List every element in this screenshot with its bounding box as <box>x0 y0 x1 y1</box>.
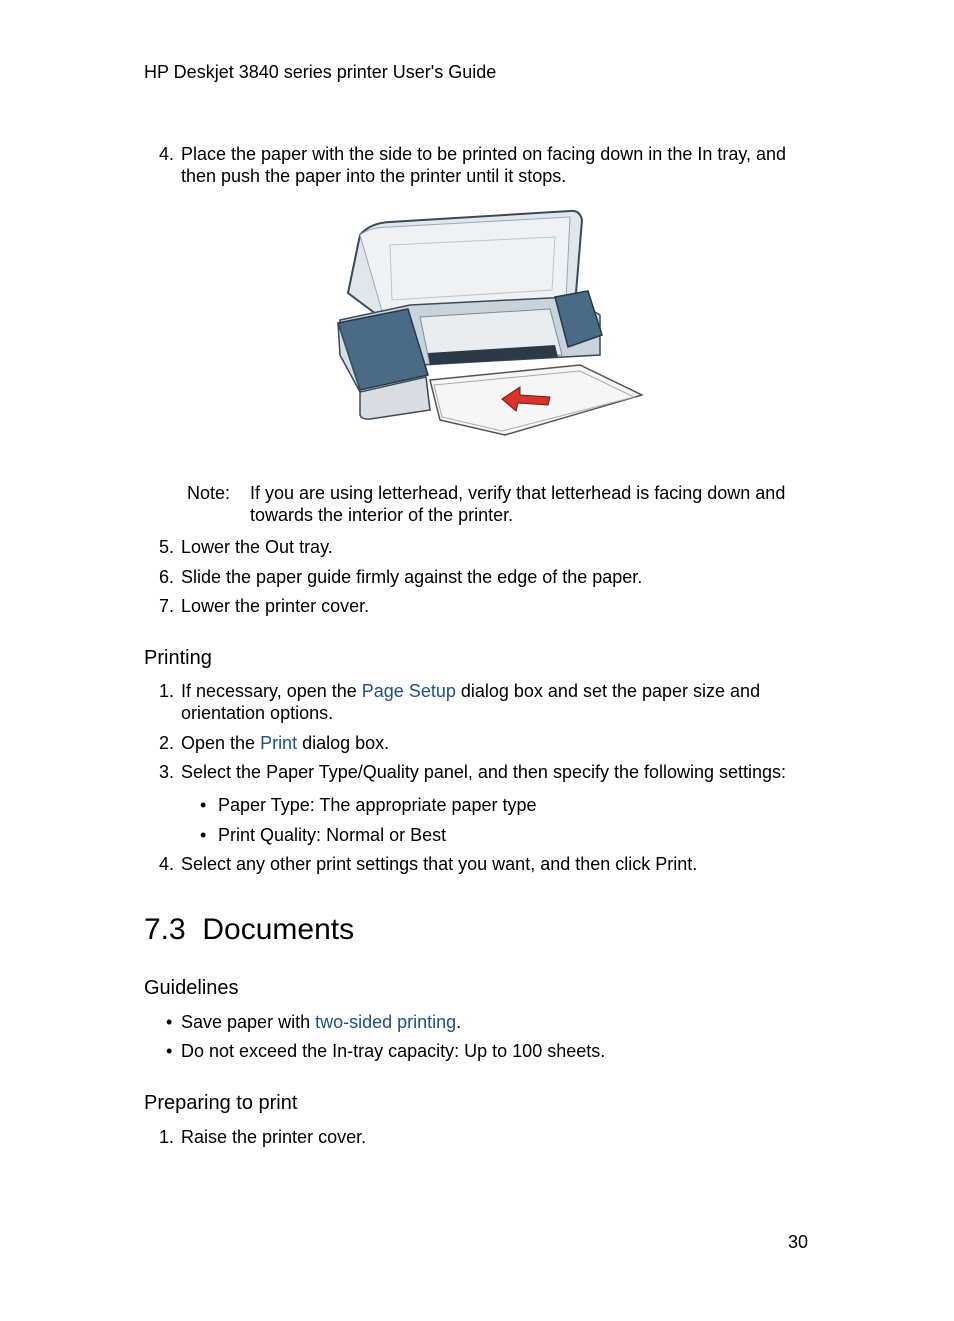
bullet: • <box>166 1012 173 1032</box>
text: dialog box and set the paper size and <box>455 681 761 701</box>
text: If necessary, open the <box>181 681 362 701</box>
step-text-line2: then push the paper into the printer until it stops. <box>181 166 567 186</box>
step-text <box>181 853 697 875</box>
step-text-line1 <box>181 680 760 702</box>
step-text <box>181 732 389 754</box>
ui-term: Print Quality <box>218 825 317 845</box>
bullet: • <box>166 1041 173 1061</box>
print-link[interactable]: Print <box>260 733 298 753</box>
printer-image <box>330 205 650 440</box>
step-number: 5. <box>158 537 174 557</box>
ui-term: Print <box>655 854 693 874</box>
note-text-line2: towards the interior of the printer. <box>250 505 514 525</box>
step-number: 4. <box>158 854 174 874</box>
text: Open the <box>181 733 261 753</box>
step-number: 1. <box>158 1127 174 1147</box>
section-heading-preparing: Preparing to print <box>144 1092 298 1114</box>
text: Select the <box>181 762 267 782</box>
bullet-text <box>218 824 446 846</box>
text: . <box>456 1012 462 1032</box>
page-number: 30 <box>788 1232 809 1252</box>
step-text <box>181 761 786 783</box>
ui-term: Best <box>410 825 447 845</box>
bullet: • <box>200 795 207 815</box>
step-number: 2. <box>158 733 174 753</box>
ui-term: Normal <box>326 825 385 845</box>
running-header: HP Deskjet 3840 series printer User's Guide <box>144 62 497 82</box>
bullet: • <box>200 825 207 845</box>
bullet-text <box>218 794 537 816</box>
note-text-line1: If you are using letterhead, verify that letterhead is facing down and <box>250 483 786 503</box>
chapter-heading-documents: 7.3 Documents <box>144 913 355 946</box>
bullet-text <box>181 1011 461 1033</box>
text: Select any other print settings that you want, and then click <box>181 854 656 874</box>
text: . <box>692 854 698 874</box>
step-number: 1. <box>158 681 174 701</box>
ui-term: Paper Type/Quality <box>266 762 419 782</box>
text: or <box>384 825 411 845</box>
text: panel, and then specify the following settings: <box>418 762 787 782</box>
step-text: Slide the paper guide firmly against the edge of the paper. <box>181 567 643 587</box>
text: dialog box. <box>297 733 390 753</box>
note-label: Note: <box>187 483 231 503</box>
printer-illustration <box>330 205 650 440</box>
step-text: Lower the printer cover. <box>181 596 370 616</box>
step-number: 4. <box>158 144 174 164</box>
ui-term: Paper Type <box>218 795 310 815</box>
text: : <box>316 825 327 845</box>
step-number: 6. <box>158 567 174 587</box>
step-text-line1: Place the paper with the side to be printed on facing down in the In tray, and <box>181 144 787 164</box>
step-number: 7. <box>158 596 174 616</box>
two-sided-printing-link[interactable]: two-sided printing <box>315 1012 457 1032</box>
section-heading-printing: Printing <box>144 647 212 669</box>
text: : The appropriate paper type <box>309 795 537 815</box>
bullet-text: Do not exceed the In-tray capacity: Up to 100 sheets. <box>181 1041 606 1061</box>
step-number: 3. <box>158 762 174 782</box>
step-text: Lower the Out tray. <box>181 537 333 557</box>
step-text: Raise the printer cover. <box>181 1127 367 1147</box>
page-setup-link[interactable]: Page Setup <box>361 681 456 701</box>
section-heading-guidelines: Guidelines <box>144 977 239 999</box>
step-text-line2: orientation options. <box>181 703 334 723</box>
text: Save paper with <box>181 1012 316 1032</box>
